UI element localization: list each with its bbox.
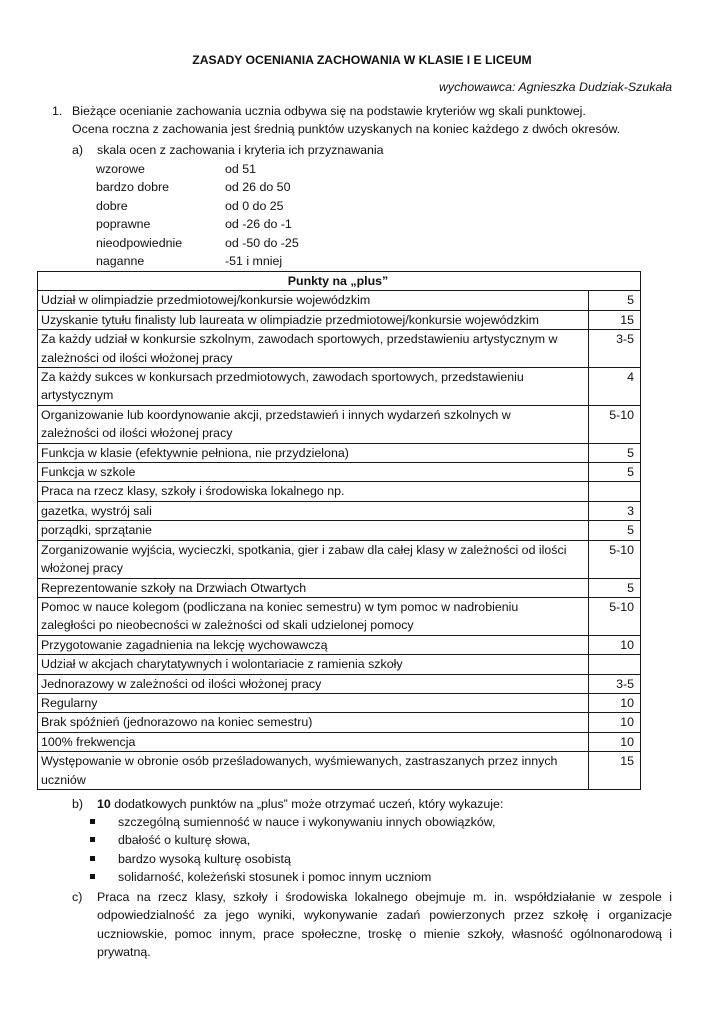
table-row (38, 443, 641, 462)
criterion-cell (38, 674, 589, 693)
criterion-line-1: Praca na rzecz klasy, szkoły i środowiska lokalnego np. (41, 484, 345, 499)
criterion-line-2: artystycznym (41, 388, 114, 403)
grade-name: poprawne (96, 217, 151, 232)
table-row (38, 310, 641, 329)
subsection-c-body (97, 888, 672, 962)
grade-row (96, 234, 396, 252)
criterion-cell (38, 405, 589, 443)
subsection-b-text (97, 795, 672, 813)
criterion-cell (38, 693, 589, 712)
criterion-line-1: Udział w olimpiadzie przedmiotowej/konkursie wojewódzkim (41, 293, 371, 308)
subsection-b-rest: dodatkowych punktów na „plus” może otrzymać uczeń, który wykazuje: (110, 797, 504, 811)
points-value: 5 (589, 578, 641, 597)
points-value: 4 (589, 368, 641, 406)
points-value: 5 (589, 443, 641, 462)
table-row (38, 540, 641, 578)
points-value: 5 (589, 521, 641, 540)
grade-row (96, 252, 396, 270)
bullet-square-icon (90, 874, 95, 879)
table-row (38, 405, 641, 443)
criterion-line-1: Funkcja w klasie (efektywnie pełniona, nie przydzielona) (41, 445, 349, 460)
list-item-text: dbałość o kulturę słowa, (118, 833, 251, 848)
grade-row (96, 160, 396, 178)
points-value: 3-5 (589, 330, 641, 368)
criterion-cell (38, 655, 589, 674)
criterion-line-1: Regularny (41, 695, 98, 710)
criterion-line-1: Funkcja w szkole (41, 465, 136, 480)
criterion-cell (38, 463, 589, 482)
criterion-line-1: Brak spóźnień (jednorazowo na koniec semestru) (41, 715, 313, 730)
table-row (38, 752, 641, 790)
criterion-line-1: 100% frekwencja (41, 734, 136, 749)
points-value: 3 (589, 501, 641, 520)
table-row (38, 463, 641, 482)
grade-name: dobre (96, 198, 128, 213)
subsection-b-letter: b) (72, 797, 84, 811)
list-item-text: bardzo wysoką kulturę osobistą (118, 851, 291, 866)
grade-range: od 51 (225, 162, 257, 176)
grade-name: wzorowe (96, 162, 145, 176)
bullet-square-icon (90, 819, 95, 824)
criterion-line-2: uczniów (41, 772, 86, 787)
subsection-a (72, 141, 384, 159)
document-title: ZASADY OCENIANIA ZACHOWANIA W KLASIE I E LICEUM (192, 53, 532, 67)
criterion-cell (38, 540, 589, 578)
criterion-cell (38, 732, 589, 751)
criterion-cell (38, 330, 589, 368)
grade-row (96, 215, 396, 233)
table-row (38, 655, 641, 674)
table-row (38, 482, 641, 501)
grade-row (96, 178, 396, 196)
criterion-line-1: Organizowanie lub koordynowanie akcji, przedstawień i innych wydarzeń szkolnych w (41, 407, 511, 422)
criterion-cell (38, 368, 589, 406)
criterion-line-1: Jednorazowy w zależności od ilości włożonej pracy (41, 676, 322, 691)
points-value: 10 (589, 713, 641, 732)
criterion-cell (38, 713, 589, 732)
table-row (38, 713, 641, 732)
table-row (38, 635, 641, 654)
table-row (38, 291, 641, 310)
points-value: 5 (589, 291, 641, 310)
subsection-c-line: odpowiedzialność za jego wyniki, wykonywanie zadań powierzonych przez szkołę i organizacje (97, 908, 672, 923)
criterion-cell (38, 482, 589, 501)
criterion-line-1: Przygotowanie zagadnienia na lekcję wychowawczą (41, 637, 328, 652)
criterion-cell (38, 310, 589, 329)
points-value: 15 (589, 752, 641, 790)
points-table-header: Punkty na „plus” (38, 272, 641, 291)
list-item-text: szczególną sumienność w nauce i wykonywaniu innych obowiązków, (118, 815, 496, 829)
table-row (38, 368, 641, 406)
section-1 (52, 102, 682, 139)
criterion-cell (38, 597, 589, 635)
points-value: 5 (589, 463, 641, 482)
table-row (38, 597, 641, 635)
author-line: wychowawca: Agnieszka Dudziak-Szukała (438, 80, 672, 94)
grade-range: od 0 do 25 (225, 198, 284, 213)
points-value: 15 (589, 310, 641, 329)
criterion-cell (38, 443, 589, 462)
criterion-line-1: gazetka, wystrój sali (41, 503, 152, 518)
table-row (38, 501, 641, 520)
section-1-line-2: Ocena roczna z zachowania jest średnią punktów uzyskanych na koniec każdego z dwóch okresów. (72, 122, 621, 137)
table-row (38, 732, 641, 751)
criterion-line-2: zależności od ilości włożonej pracy (41, 426, 233, 441)
section-1-number: 1. (52, 104, 63, 118)
points-value: 5-10 (589, 405, 641, 443)
criterion-line-1: Uzyskanie tytułu finalisty lub laureata w olimpiadzie przedmiotowej/konkursie wojewódzkim (41, 312, 539, 327)
points-table-header-row (38, 272, 641, 291)
points-table (37, 271, 641, 790)
criterion-line-1: Reprezentowanie szkoły na Drzwiach Otwartych (41, 580, 307, 595)
criterion-cell (38, 291, 589, 310)
criterion-cell (38, 752, 589, 790)
grade-name: bardzo dobre (96, 180, 170, 195)
subsection-b (72, 795, 672, 813)
subsection-c (72, 888, 672, 962)
criterion-line-1: Za każdy udział w konkursie szkolnym, zawodach sportowych, przedstawieniu artystycznym w (41, 332, 558, 347)
grade-range: od 26 do 50 (225, 180, 291, 195)
criterion-cell (38, 501, 589, 520)
criterion-line-1: porządki, sprzątanie (41, 523, 152, 538)
grade-range: od -26 do -1 (225, 217, 292, 232)
points-value: 5-10 (589, 597, 641, 635)
grade-name: nieodpowiednie (96, 235, 183, 250)
subsection-b-bold-number: 10 (97, 797, 111, 811)
grade-row (96, 197, 396, 215)
bullet-square-icon (90, 856, 95, 861)
criterion-line-1: Udział w akcjach charytatywnych i wolontariacie z ramienia szkoły (41, 657, 403, 672)
criterion-cell (38, 578, 589, 597)
table-row (38, 578, 641, 597)
grade-range: od -50 do -25 (225, 235, 299, 250)
table-row (38, 521, 641, 540)
criterion-line-1: Pomoc w nauce kolegom (podliczana na koniec semestru) w tym pomoc w nadrobieniu (41, 599, 519, 614)
criterion-cell (38, 521, 589, 540)
subsection-c-letter: c) (72, 890, 83, 904)
table-row (38, 693, 641, 712)
criterion-line-2: zależności od ilości włożonej pracy (41, 350, 233, 365)
points-value (589, 655, 641, 674)
criterion-line-1: Zorganizowanie wyjścia, wycieczki, spotkania, gier i zabaw dla całej klasy w zależności od ilości (41, 542, 567, 557)
criterion-cell (38, 635, 589, 654)
points-value: 10 (589, 693, 641, 712)
grade-scale (96, 160, 396, 270)
criterion-line-1: Występowanie w obronie osób prześladowanych, wyśmiewanych, zastraszanych przez innych (41, 754, 558, 769)
subsection-a-letter: a) (72, 143, 84, 157)
subsection-c-line: uczniowskie, pomoc innym, prace społeczne, troskę o mienie szkoły, własność ogólnonarodową i (97, 926, 672, 941)
points-value: 5-10 (589, 540, 641, 578)
points-value: 10 (589, 635, 641, 654)
criterion-line-2: zaległości po nieobecności w zależności od skali udzielonej pomocy (41, 618, 414, 633)
grade-range: -51 i mniej (225, 253, 283, 268)
subsection-c-line: prywatną. (97, 945, 151, 960)
points-value (589, 482, 641, 501)
points-value: 3-5 (589, 674, 641, 693)
points-value: 10 (589, 732, 641, 751)
grade-name: naganne (96, 253, 145, 268)
table-row (38, 674, 641, 693)
criterion-line-2: włożonej pracy (41, 561, 123, 576)
table-row (38, 330, 641, 368)
section-1-line-1: Bieżące ocenianie zachowania ucznia odbywa się na podstawie kryteriów wg skali punktowej. (72, 104, 586, 118)
points-table-body (38, 291, 641, 790)
criterion-line-1: Za każdy sukces w konkursach przedmiotowych, zawodach sportowych, przedstawieniu (41, 370, 524, 385)
bullet-square-icon (90, 837, 95, 842)
subsection-a-text: skala ocen z zachowania i kryteria ich przyznawania (97, 143, 384, 157)
list-item-text: solidarność, koleżeński stosunek i pomoc innym uczniom (118, 870, 432, 885)
subsection-c-line: Praca na rzecz klasy, szkoły i środowiska lokalnego obejmuje m. in. współdziałanie w zespole i (97, 890, 672, 904)
